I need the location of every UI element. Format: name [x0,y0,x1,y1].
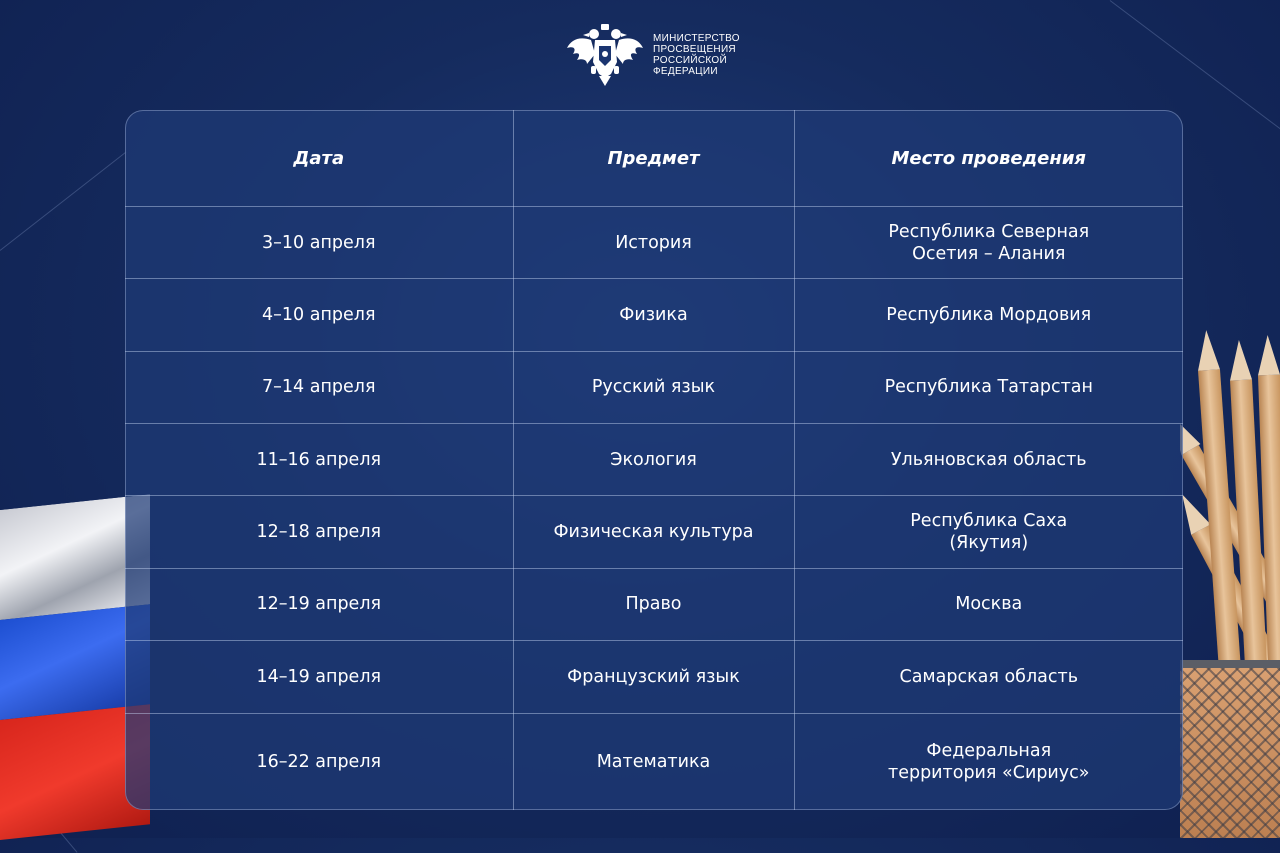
location-line: (Якутия) [949,533,1029,554]
date-cell: 14–19 апреля [125,641,513,713]
table-row [125,568,1183,640]
location-cell [794,568,1183,640]
location-line: Ульяновская область [890,449,1087,470]
location-line: Республика Татарстан [884,377,1093,398]
location-line: Москва [955,594,1023,615]
ministry-name-line: РОССИЙСКОЙ [653,55,727,66]
location-cell [794,351,1183,423]
location-line: Федеральная [926,740,1052,761]
subject-cell: История [513,207,794,279]
schedule-table-card [125,110,1183,810]
location-line: Самарская область [899,666,1079,687]
location-cell [794,424,1183,496]
subject-cell: Право [513,568,794,640]
table-row [125,713,1183,810]
location-cell [794,641,1183,713]
ministry-logo [565,22,740,88]
decorative-line [0,152,126,251]
table-row [125,424,1183,496]
date-cell: 11–16 апреля [125,424,513,496]
table-row [125,641,1183,713]
column-header-location: Место проведения [794,110,1183,207]
subject-cell: Французский язык [513,641,794,713]
column-header-subject: Предмет [513,110,794,207]
ministry-name [653,33,740,77]
ministry-name-line: МИНИСТЕРСТВО [653,33,740,44]
location-cell [794,496,1183,568]
date-cell: 12–19 апреля [125,568,513,640]
table-row [125,496,1183,568]
location-cell [794,279,1183,351]
date-cell: 12–18 апреля [125,496,513,568]
schedule-table [125,110,1183,810]
location-line: Республика Северная [888,221,1090,242]
table-row [125,279,1183,351]
column-header-date: Дата [125,110,513,207]
subject-cell: Физика [513,279,794,351]
table-row [125,207,1183,279]
subject-cell: Русский язык [513,351,794,423]
table-row [125,351,1183,423]
subject-cell: Математика [513,713,794,810]
location-cell [794,207,1183,279]
subject-cell: Физическая культура [513,496,794,568]
location-line: Республика Саха [910,511,1068,532]
pencils-cup-image [1180,330,1280,838]
location-line: территория «Сириус» [888,762,1090,783]
double-headed-eagle-icon [565,22,645,88]
location-cell [794,713,1183,810]
ministry-name-line: ФЕДЕРАЦИИ [653,66,718,77]
subject-cell: Экология [513,424,794,496]
table-header-row [125,110,1183,207]
date-cell: 16–22 апреля [125,713,513,810]
date-cell: 7–14 апреля [125,351,513,423]
date-cell: 3–10 апреля [125,207,513,279]
location-line: Осетия – Алания [912,243,1066,264]
date-cell: 4–10 апреля [125,279,513,351]
ministry-name-line: ПРОСВЕЩЕНИЯ [653,44,736,55]
location-line: Республика Мордовия [886,305,1092,326]
